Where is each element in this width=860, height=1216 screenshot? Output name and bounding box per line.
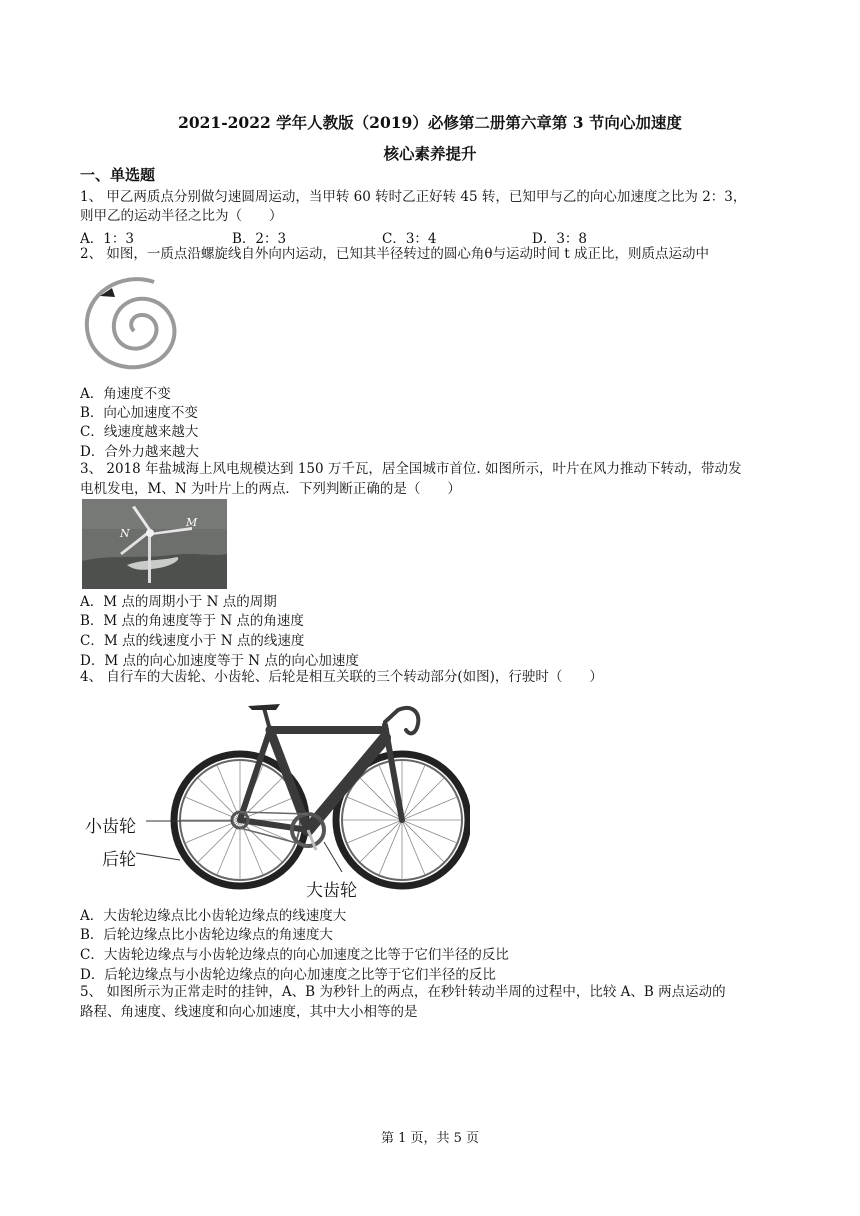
q4-stem-line1: 4、 自行车的大齿轮、小齿轮、后轮是相互关联的三个转动部分(如图)，行驶时（ ）: [80, 669, 603, 685]
turbine-label-n: N: [120, 527, 130, 540]
q1-stem-line1: 1、 甲乙两质点分别做匀速圆周运动，当甲转 60 转时乙正好转 45 转，已知甲与乙的向心加速度之比为 2：3，: [80, 189, 747, 205]
q2-option-b: B．向心加速度不变: [80, 405, 198, 421]
q3-option-a: A．M 点的周期小于 N 点的周期: [80, 594, 277, 610]
q3-option-b: B．M 点的角速度等于 N 点的角速度: [80, 613, 304, 629]
label-big-gear: 大齿轮: [306, 881, 357, 901]
label-small-gear: 小齿轮: [85, 817, 136, 837]
document-subtitle: 核心素养提升: [383, 144, 477, 163]
spiral-path: [87, 279, 175, 367]
q5-stem-line2: 路程、角速度、线速度和向心加速度，其中大小相等的是: [80, 1004, 418, 1020]
q4-option-a: A．大齿轮边缘点比小齿轮边缘点的线速度大: [80, 908, 347, 924]
page-footer: 第 1 页，共 5 页: [380, 1131, 480, 1146]
q4-option-b: B．后轮边缘点比小齿轮边缘点的角速度大: [80, 927, 333, 943]
q2-stem-line1: 2、 如图，一质点沿螺旋线自外向内运动，已知其半径转过的圆心角θ与运动时间 t 成正比，则质点运动中: [80, 246, 710, 262]
q3-stem-line2: 电机发电，M、N 为叶片上的两点．下列判断正确的是（ ）: [80, 481, 461, 497]
bike-saddle: [248, 704, 280, 710]
turbine-label-m: M: [186, 516, 198, 529]
section-heading: 一、单选题: [80, 166, 156, 184]
q1-option-d: D．3：8: [532, 231, 588, 247]
document-title: 2021-2022 学年人教版（2019）必修第二册第六章第 3 节向心加速度: [178, 113, 682, 132]
q2-option-a: A．角速度不变: [80, 386, 171, 402]
q5-stem-line1: 5、 如图所示为正常走时的挂钟，A、B 为秒针上的两点，在秒针转动半周的过程中，比较 A、B 两点运动的: [80, 984, 726, 1000]
label-rear-wheel: 后轮: [102, 850, 136, 870]
wind-turbine-photo: [82, 499, 227, 589]
bicycle-figure: [80, 690, 470, 902]
q2-option-d: D．合外力越来越大: [80, 444, 199, 460]
q3-option-d: D．M 点的向心加速度等于 N 点的向心加速度: [80, 653, 359, 669]
q1-option-c: C．3：4: [382, 231, 437, 247]
q3-stem-line1: 3、 2018 年盐城海上风电规模达到 150 万千瓦，居全国城市首位. 如图所示，叶片在风力推动下转动，带动发: [80, 461, 742, 477]
q1-option-a: A．1：3: [80, 231, 134, 247]
spiral-figure: [82, 273, 192, 383]
q1-stem-line2: 则甲乙的运动半径之比为（ ）: [80, 208, 283, 224]
q3-option-c: C．M 点的线速度小于 N 点的线速度: [80, 633, 305, 649]
q1-option-b: B．2：3: [232, 231, 287, 247]
q4-option-c: C．大齿轮边缘点与小齿轮边缘点的向心加速度之比等于它们半径的反比: [80, 947, 509, 963]
q2-option-c: C．线速度越来越大: [80, 424, 199, 440]
rear-wheel-pointer: [136, 853, 180, 860]
bike-frame: [240, 708, 418, 830]
q4-option-d: D．后轮边缘点与小齿轮边缘点的向心加速度之比等于它们半径的反比: [80, 967, 496, 983]
